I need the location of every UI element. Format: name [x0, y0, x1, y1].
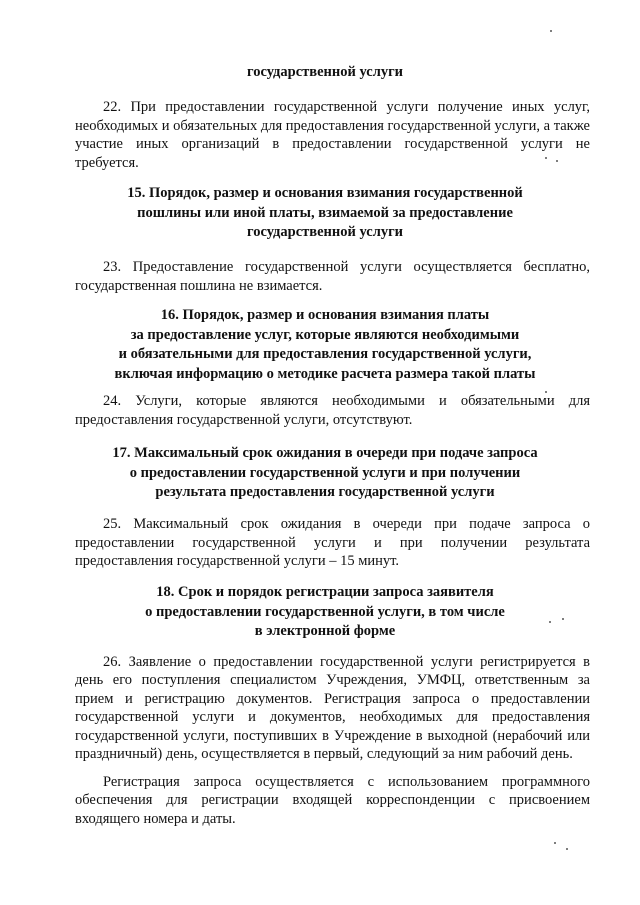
section-15-heading-line: государственной услуги: [246, 224, 404, 240]
scan-speck: [556, 160, 558, 162]
section-18-heading-line: о предоставлении государственной услуги, в том числе: [145, 603, 505, 620]
paragraph-22: 22. При предоставлении государственной услуги получение иных услуг, необходимых и обязательных для предоставления государственной услуги, а также участие иных организаций в предоставлении государственной услуги не требуется.: [75, 99, 590, 171]
section-15-heading-line: 15. Порядок, размер и основания взимания государственной: [127, 185, 523, 201]
section-16-heading: [60, 306, 590, 384]
section-17-heading-line: 17. Максимальный срок ожидания в очереди при подаче запроса: [112, 445, 538, 461]
paragraph-26-continuation: Регистрация запроса осуществляется с использованием программного обеспечения для регистрации входящей корреспонденции с присвоением входящего номера и даты.: [75, 774, 590, 827]
section-18-heading: [60, 583, 590, 642]
section-17-heading: [60, 444, 590, 503]
scan-speck: [550, 30, 552, 32]
scan-speck: [554, 842, 556, 844]
section-17-heading-line: результата предоставления государственной услуги: [155, 484, 495, 500]
scan-speck: [549, 621, 551, 623]
section-17-heading-line: о предоставлении государственной услуги и при получении: [129, 464, 521, 481]
paragraph-26: 26. Заявление о предоставлении государственной услуги регистрируется в день его поступления специалистом Учреждения, УМФЦ, ответственным за прием и регистрацию документов. Регистрация запроса о предоставлении государственной услуги и документов, необходимых для предоставления государственной услуги, поступивших в Учреждение в выходной (нерабочий или праздничный) день, осуществляется в первый, следующий за ним рабочий день.: [75, 654, 590, 763]
paragraph-24: 24. Услуги, которые являются необходимыми и обязательными для предоставления государственной услуги, отсутствуют.: [75, 393, 590, 428]
scan-speck: [545, 157, 547, 159]
section-18-heading-line: 18. Срок и порядок регистрации запроса заявителя: [156, 584, 494, 600]
scan-speck: [562, 618, 564, 620]
section-16-heading-line: и обязательными для предоставления государственной услуги,: [118, 346, 532, 362]
section-heading-continued: государственной услуги: [246, 64, 404, 80]
scan-speck: [566, 848, 568, 850]
section-16-heading-line: 16. Порядок, размер и основания взимания платы: [160, 307, 490, 323]
paragraph-25: 25. Максимальный срок ожидания в очереди при подаче запроса о предоставлении государственной услуги и при получении результата предоставления государственной услуги – 15 минут.: [75, 516, 590, 570]
section-18-heading-line: в электронной форме: [254, 623, 396, 639]
scan-speck: [545, 391, 547, 393]
section-16-heading-line: за предоставление услуг, которые являются необходимыми: [130, 326, 520, 343]
section-16-heading-line: включая информацию о методике расчета размера такой платы: [114, 365, 536, 382]
section-15-heading-line: пошлины или иной платы, взимаемой за предоставление: [137, 204, 513, 221]
section-15-heading: [60, 184, 590, 243]
paragraph-23: 23. Предоставление государственной услуги осуществляется бесплатно, государственная пошлина не взимается.: [75, 259, 590, 294]
